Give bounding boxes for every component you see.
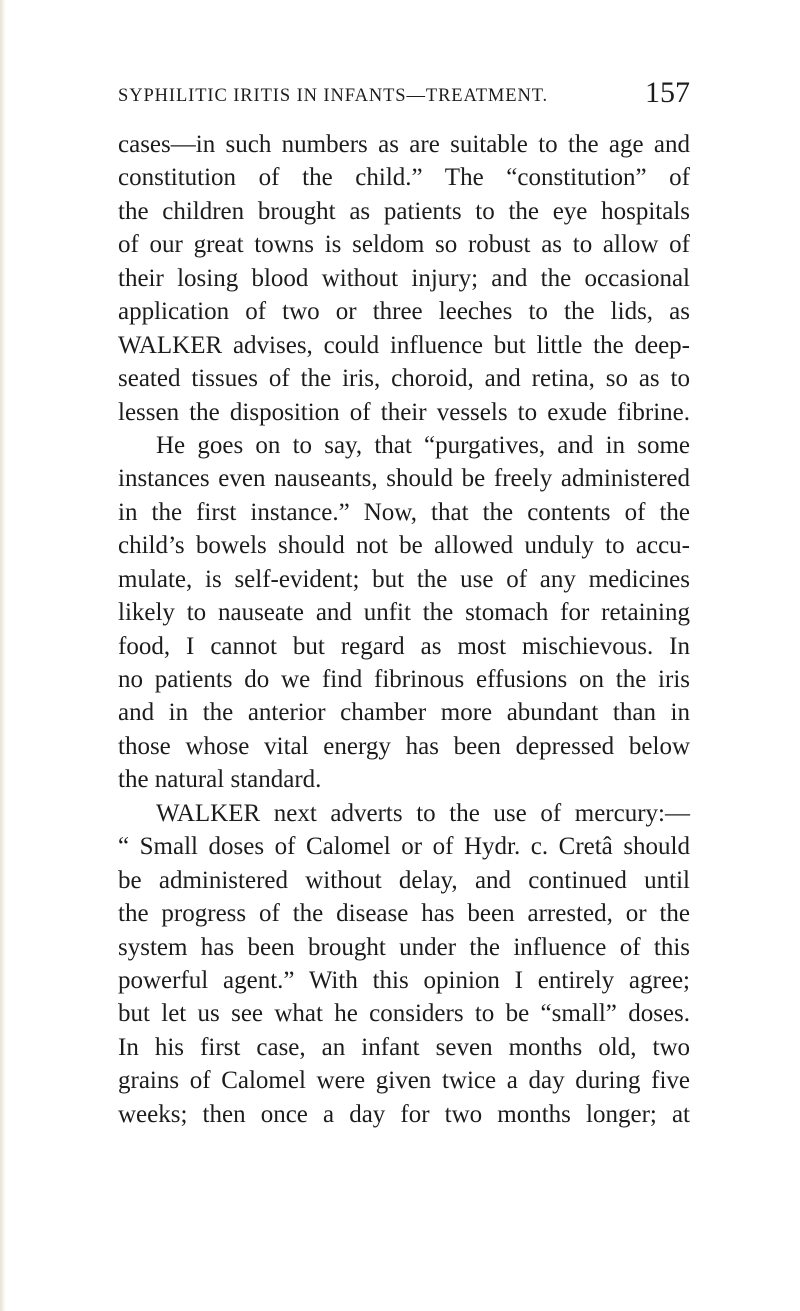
text-line: system has been brought under the influence of this <box>118 933 690 961</box>
text-line: the progress of the disease has been arrested, or the <box>118 900 690 928</box>
text-line: the children brought as patients to the eye hospitals <box>118 197 690 225</box>
paragraph-start-line: WALKER next adverts to the use of mercury:— <box>156 799 690 827</box>
text-line: “ Small doses of Calomel or of Hydr. c. Cretâ should <box>118 833 690 861</box>
text-line: seated tissues of the iris, choroid, and retina, so as to <box>118 365 690 393</box>
text-line: their losing blood without injury; and the occasional <box>118 264 690 292</box>
text-line: but let us see what he considers to be “small” doses. <box>118 1000 690 1028</box>
paragraph-start-line: He goes on to say, that “purgatives, and in some <box>156 431 690 459</box>
text-line: constitution of the child.” The “constitution” of <box>118 164 690 192</box>
text-line: food, I cannot but regard as most mischievous. In <box>118 632 690 660</box>
page-edge-shadow <box>0 0 6 1311</box>
text-line: In his first case, an infant seven months old, two <box>118 1033 690 1061</box>
text-line: in the first instance.” Now, that the contents of the <box>118 498 690 526</box>
text-line: mulate, is self-evident; but the use of any medicines <box>118 565 690 593</box>
text-line: of our great towns is seldom so robust as to allow of <box>118 231 690 259</box>
paragraph-end-line: the natural standard. <box>118 766 322 794</box>
text-line: instances even nauseants, should be freely administered <box>118 465 690 493</box>
text-line: powerful agent.” With this opinion I entirely agree; <box>118 966 690 994</box>
text-line: and in the anterior chamber more abundant than in <box>118 699 690 727</box>
text-line: application of two or three leeches to the lids, as <box>118 298 690 326</box>
text-line: WALKER advises, could influence but little the deep- <box>118 331 690 359</box>
text-line: grains of Calomel were given twice a day during five <box>118 1067 690 1095</box>
text-line: no patients do we find fibrinous effusions on the iris <box>118 666 690 693</box>
text-line: cases—in such numbers as are suitable to the age and <box>118 131 690 158</box>
text-line: likely to nauseate and unfit the stomach for retaining <box>118 599 690 627</box>
body-text <box>118 128 690 1131</box>
page-number: 157 <box>645 76 690 109</box>
page-header <box>118 78 690 118</box>
text-line: those whose vital energy has been depressed below <box>118 732 690 760</box>
text-line: child’s bowels should not be allowed unduly to accu- <box>118 532 690 560</box>
text-line: lessen the disposition of their vessels to exude fibrine. <box>118 398 690 426</box>
running-head: SYPHILITIC IRITIS IN INFANTS—TREATMENT. <box>118 86 549 106</box>
text-line: be administered without delay, and continued until <box>118 866 690 894</box>
text-line: weeks; then once a day for two months longer; at <box>118 1100 690 1128</box>
